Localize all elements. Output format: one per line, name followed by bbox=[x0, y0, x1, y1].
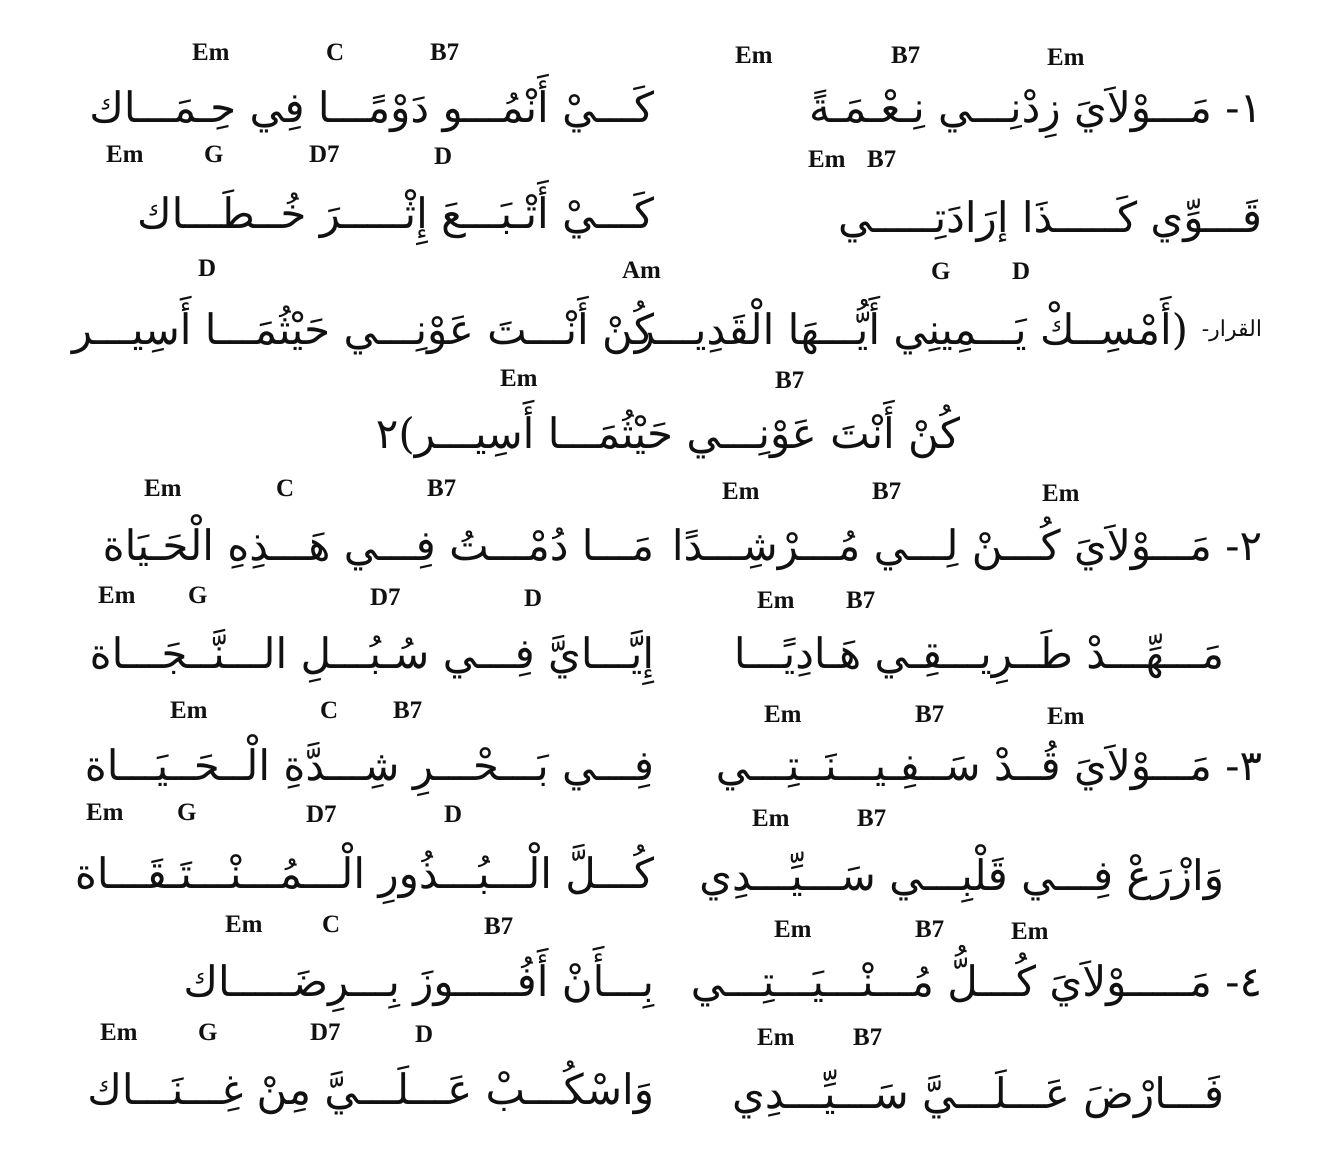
chord: B7 bbox=[867, 146, 897, 173]
chord: B7 bbox=[891, 42, 921, 69]
lyric-line-left: كَـــيْ أَنْمُـــو دَوْمًـــا فِي حِـمَـــاك bbox=[89, 83, 654, 132]
lyric-line-left: كُـــلَّ الْـــبُـــذُورِ الْـــمُـــنْـــتَـقَـــاة bbox=[74, 849, 654, 898]
chord: B7 bbox=[915, 701, 945, 728]
chord: D7 bbox=[306, 801, 337, 828]
chord: B7 bbox=[872, 478, 902, 505]
chord: D7 bbox=[370, 584, 401, 611]
chord: D bbox=[434, 143, 453, 170]
chord: C bbox=[326, 39, 345, 66]
chord: D bbox=[198, 255, 217, 282]
chord: G bbox=[198, 1019, 218, 1046]
chord: B7 bbox=[393, 697, 423, 724]
chord: D7 bbox=[310, 1019, 341, 1046]
lyric-line-right: وَازْرَعْ فِـــي قَلْبِـــي سَـــيِّـــدِي bbox=[699, 851, 1224, 900]
chord: C bbox=[320, 697, 339, 724]
chord: G bbox=[177, 799, 197, 826]
lyric-line-right: ٣- مَـــوْلاَيَ قُــدْ سَــفِـيـــنَــتِـــي bbox=[715, 741, 1262, 790]
chord: Em bbox=[1042, 480, 1080, 507]
chord: D bbox=[524, 585, 543, 612]
lyric-line-left: وَاسْكُـــبْ عَـــلَـــيَّ مِنْ غِـــنَـــاك bbox=[87, 1065, 654, 1114]
chord: G bbox=[188, 582, 208, 609]
lyric-line-left: إِيَّـــايَّ فِـــي سُـبُـــلِ الـــنَّــجَـــاة bbox=[89, 629, 654, 678]
chord: Em bbox=[170, 697, 208, 724]
lyric-line-left: فِـــي بَـــحْـــرِ شِـــدَّةِ الْــحَــيَـــاة bbox=[84, 741, 654, 790]
chord: B7 bbox=[915, 916, 945, 943]
chord: Em bbox=[757, 587, 795, 614]
lyric-line-right: (أَمْسِــكْ يَـــمِينِي أَيُّـــهَا الْقَدِيـــر bbox=[634, 305, 1188, 354]
lyric-line-left: مَـــا دُمْـــتُ فِـــي هَـــذِهِ الْحَـيَاة bbox=[102, 521, 654, 570]
lyric-line-left: بِـــأَنْ أَفُـــــوزَ بِـــرِضَـــــاك bbox=[183, 957, 654, 1006]
chord: D bbox=[1012, 258, 1031, 285]
lyric-line-right: ٢- مَـــوْلاَيَ كُـــنْ لِـــي مُـــرْشِـــدًا bbox=[671, 521, 1262, 570]
chord: Em bbox=[86, 799, 124, 826]
chord: Em bbox=[752, 805, 790, 832]
chord: Em bbox=[98, 582, 136, 609]
chord: C bbox=[276, 475, 295, 502]
chord: Em bbox=[1047, 703, 1085, 730]
chord: Em bbox=[144, 475, 182, 502]
chord: Em bbox=[1011, 918, 1049, 945]
chord: Em bbox=[757, 1024, 795, 1051]
chord: Em bbox=[774, 916, 812, 943]
chord: Em bbox=[1047, 44, 1085, 71]
lyric-line-left: كَـــيْ أَتْـبَـــعَ إِثْـــــرَ خُــطَـــاك bbox=[137, 189, 654, 238]
lyric-line-center: كُنْ أَنْتَ عَوْنِـــي حَيْثُمَـــا أَسِيـــر)٢ bbox=[375, 409, 960, 458]
chord: B7 bbox=[430, 39, 460, 66]
chord: Em bbox=[106, 141, 144, 168]
chord: C bbox=[322, 911, 341, 938]
chord: D7 bbox=[309, 141, 340, 168]
chord: B7 bbox=[857, 805, 887, 832]
lyric-line-right: فَـــارْضَ عَـــلَـــيَّ سَـــيِّـــدِي bbox=[732, 1069, 1224, 1118]
chord: G bbox=[931, 258, 951, 285]
chord: Em bbox=[500, 365, 538, 392]
chord: Em bbox=[735, 42, 773, 69]
chord: B7 bbox=[484, 913, 514, 940]
lyric-line-left: كُنْ أَنْـــتَ عَوْنِـــي حَيْثُمَـــا أَسِيـــر bbox=[71, 305, 654, 354]
chord: Em bbox=[722, 478, 760, 505]
chord: D bbox=[415, 1021, 434, 1048]
lyric-line-right: ١- مَـــوْلاَيَ زِدْنِـــي نِـعْـمَـةً bbox=[808, 83, 1262, 132]
chord: B7 bbox=[775, 367, 805, 394]
lyric-line-right: قَـــوِّي كَـــــذَا إرَادَتِـــــي bbox=[837, 193, 1262, 242]
chord: Em bbox=[764, 701, 802, 728]
chord: B7 bbox=[427, 475, 457, 502]
chord: Em bbox=[192, 39, 230, 66]
chord: Am bbox=[622, 257, 661, 284]
lyric-line-right: ٤- مَـــــوْلاَيَ كُـــلُّ مُـــنْـــيَـــتِـــي bbox=[690, 957, 1262, 1006]
chord: B7 bbox=[846, 587, 876, 614]
lyric-line-right: مَـــهِّـــدْ طَــرِيـــقِـي هَـادِيًـــا bbox=[733, 629, 1224, 678]
chord: Em bbox=[808, 146, 846, 173]
chord: G bbox=[204, 141, 224, 168]
chord: D bbox=[444, 801, 463, 828]
chord: Em bbox=[225, 911, 263, 938]
chord: B7 bbox=[853, 1024, 883, 1051]
chord: Em bbox=[100, 1019, 138, 1046]
chorus-label: القرار- bbox=[1201, 317, 1262, 342]
